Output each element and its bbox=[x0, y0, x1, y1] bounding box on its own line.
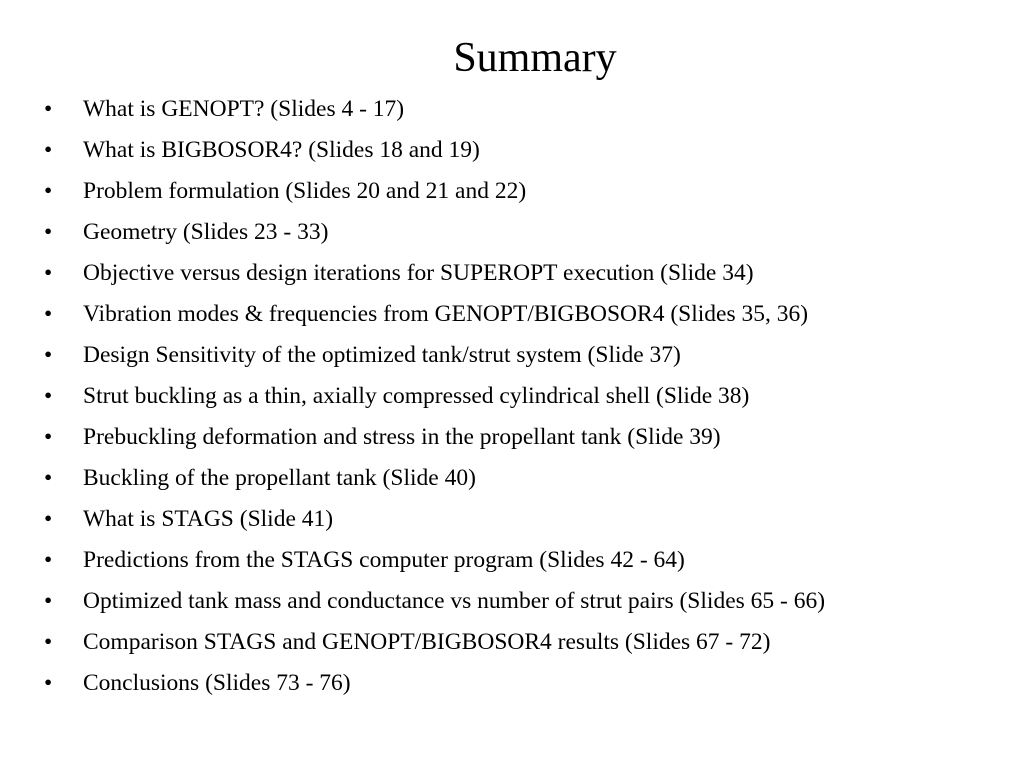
slide-title: Summary bbox=[453, 35, 617, 81]
bullet-text: Strut buckling as a thin, axially compressed cylindrical shell (Slide 38) bbox=[83, 383, 750, 409]
bullet-text: Comparison STAGS and GENOPT/BIGBOSOR4 results (Slides 67 - 72) bbox=[83, 629, 771, 655]
bullet-icon: • bbox=[44, 547, 53, 573]
bullet-text: Problem formulation (Slides 20 and 21 and 22) bbox=[83, 178, 527, 204]
bullet-icon: • bbox=[44, 424, 53, 450]
bullet-text: Vibration modes & frequencies from GENOPT/BIGBOSOR4 (Slides 35, 36) bbox=[83, 301, 809, 327]
bullet-text: What is STAGS (Slide 41) bbox=[83, 506, 334, 532]
bullet-icon: • bbox=[44, 629, 53, 655]
bullet-text: Predictions from the STAGS computer program (Slides 42 - 64) bbox=[83, 547, 685, 573]
bullet-text: What is GENOPT? (Slides 4 - 17) bbox=[83, 96, 405, 122]
bullet-text: Buckling of the propellant tank (Slide 40) bbox=[83, 465, 476, 491]
bullet-text: Objective versus design iterations for SUPEROPT execution (Slide 34) bbox=[83, 260, 754, 286]
bullet-text: Optimized tank mass and conductance vs number of strut pairs (Slides 65 - 66) bbox=[83, 588, 826, 614]
bullet-icon: • bbox=[44, 178, 53, 204]
bullet-icon: • bbox=[44, 301, 53, 327]
bullet-text: Prebuckling deformation and stress in the propellant tank (Slide 39) bbox=[83, 424, 721, 450]
bullet-icon: • bbox=[44, 137, 53, 163]
bullet-icon: • bbox=[44, 383, 53, 409]
bullet-text: Design Sensitivity of the optimized tank/strut system (Slide 37) bbox=[83, 342, 681, 368]
bullet-text: Conclusions (Slides 73 - 76) bbox=[83, 670, 351, 696]
bullet-icon: • bbox=[44, 260, 53, 286]
bullet-icon: • bbox=[44, 219, 53, 245]
bullet-icon: • bbox=[44, 96, 53, 122]
bullet-icon: • bbox=[44, 588, 53, 614]
bullet-text: What is BIGBOSOR4? (Slides 18 and 19) bbox=[83, 137, 480, 163]
bullet-icon: • bbox=[44, 465, 53, 491]
bullet-icon: • bbox=[44, 342, 53, 368]
bullet-icon: • bbox=[44, 506, 53, 532]
bullet-text: Geometry (Slides 23 - 33) bbox=[83, 219, 329, 245]
bullet-icon: • bbox=[44, 670, 53, 696]
